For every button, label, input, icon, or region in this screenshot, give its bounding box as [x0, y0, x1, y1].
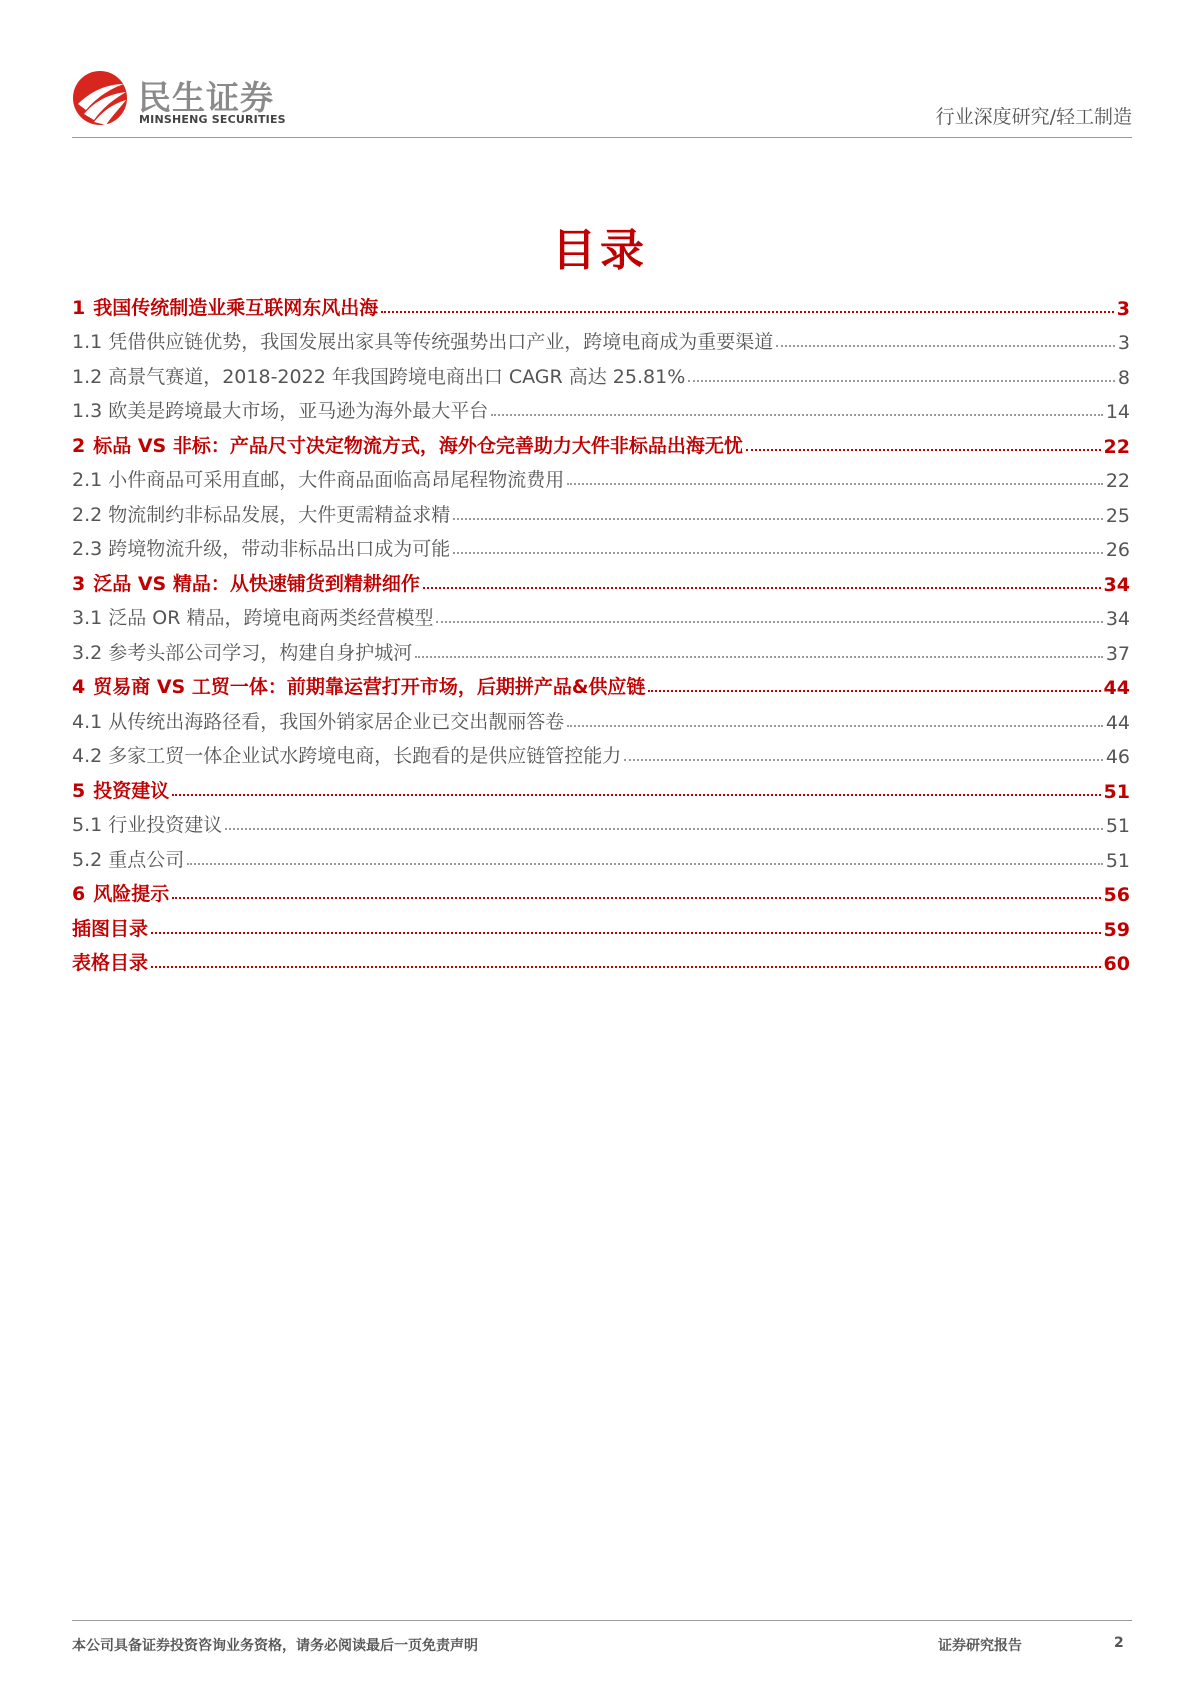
footer-doc-type: 证券研究报告: [938, 1638, 1022, 1654]
toc-entry-text: 多家工贸一体企业试水跨境电商，长跑看的是供应链管控能力: [108, 745, 622, 767]
toc-entry-number: 5.2: [72, 848, 103, 871]
toc-entry-number: 1: [72, 296, 86, 319]
toc-entry-text: 跨境物流升级，带动非标品出口成为可能: [108, 538, 451, 560]
toc-entry-number: 2.2: [72, 503, 103, 526]
toc-entry-label: [72, 638, 415, 665]
toc-entry-label: [72, 707, 567, 734]
toc-entry-number: 3: [72, 572, 86, 595]
toc-dot-leader: [423, 587, 1101, 589]
toc-entry-page: 60: [1103, 953, 1130, 975]
toc-dot-leader: [746, 449, 1101, 451]
toc-subsection-entry[interactable]: [72, 527, 1130, 562]
toc-entry-page: 22: [1105, 470, 1130, 492]
toc-entry-page: 51: [1103, 780, 1130, 803]
toc-entry-text: 参考头部公司学习，构建自身护城河: [108, 641, 413, 664]
minsheng-logo-icon: [72, 70, 128, 126]
toc-section-entry[interactable]: [72, 906, 1130, 941]
toc-dot-leader: [225, 828, 1103, 830]
header-divider: [72, 137, 1132, 138]
toc-entry-label: [72, 500, 453, 527]
toc-section-entry[interactable]: [72, 768, 1130, 803]
toc-dot-leader: [172, 897, 1100, 899]
toc-entry-label: [72, 362, 688, 389]
toc-entry-page: 25: [1105, 504, 1130, 527]
toc-subsection-entry[interactable]: [72, 630, 1130, 665]
toc-entry-number: 4.1: [72, 710, 103, 733]
toc-subsection-entry[interactable]: [72, 699, 1130, 734]
toc-subsection-entry[interactable]: [72, 492, 1130, 527]
logo-english-name: MINSHENG SECURITIES: [139, 113, 286, 126]
toc-dot-leader: [172, 794, 1100, 796]
report-category: 行业深度研究/轻工制造: [935, 106, 1132, 128]
toc-entry-text: 风险提示: [93, 883, 170, 905]
toc-entry-page: 37: [1105, 642, 1130, 665]
toc-entry-number: 1.1: [72, 331, 103, 353]
toc-dot-leader: [187, 863, 1103, 865]
toc-dot-leader: [453, 518, 1103, 520]
toc-entry-number: 4: [72, 676, 86, 698]
toc-entry-label: [72, 776, 172, 803]
toc-title: 目录: [552, 225, 648, 276]
footer-disclaimer: 本公司具备证券投资咨询业务资格，请务必阅读最后一页免责声明: [72, 1638, 478, 1654]
toc-subsection-entry[interactable]: [72, 320, 1130, 355]
toc-dot-leader: [436, 621, 1102, 623]
toc-entry-number: 1.2: [72, 365, 103, 388]
toc-section-entry[interactable]: [72, 872, 1130, 907]
toc-dot-leader: [151, 966, 1101, 968]
toc-entry-label: [72, 327, 776, 354]
toc-dot-leader: [453, 552, 1103, 554]
toc-entry-label: [72, 948, 151, 975]
toc-entry-page: 44: [1103, 677, 1130, 699]
toc-subsection-entry[interactable]: [72, 803, 1130, 838]
toc-entry-number: 4.2: [72, 745, 103, 767]
toc-section-entry[interactable]: [72, 941, 1130, 976]
toc-entry-number: 5: [72, 779, 86, 802]
toc-entry-number: 2.3: [72, 538, 103, 560]
toc-entry-text: 欧美是跨境最大市场，亚马逊为海外最大平台: [108, 400, 489, 422]
toc-dot-leader: [776, 345, 1115, 347]
page-number: 2: [1114, 1635, 1124, 1651]
toc-entry-page: 26: [1105, 539, 1130, 561]
toc-dot-leader: [381, 311, 1114, 313]
toc-entry-number: 2.1: [72, 469, 103, 491]
toc-subsection-entry[interactable]: [72, 734, 1130, 769]
toc-section-entry[interactable]: [72, 423, 1130, 458]
toc-subsection-entry[interactable]: [72, 389, 1130, 424]
toc-entry-label: [72, 465, 567, 492]
toc-entry-page: 51: [1105, 849, 1130, 872]
toc-dot-leader: [688, 380, 1115, 382]
toc-dot-leader: [624, 759, 1103, 761]
toc-entry-page: 59: [1103, 918, 1130, 941]
toc-entry-page: 3: [1116, 297, 1130, 320]
toc-section-entry[interactable]: [72, 285, 1130, 320]
toc-entry-page: 14: [1105, 401, 1130, 423]
toc-entry-number: 5.1: [72, 814, 103, 836]
toc-entry-page: 8: [1117, 366, 1130, 389]
toc-entry-text: 表格目录: [72, 952, 149, 974]
toc-subsection-entry[interactable]: [72, 596, 1130, 631]
toc-entry-text: 我国传统制造业乘互联网东风出海: [93, 296, 379, 319]
footer-divider: [72, 1620, 1132, 1621]
toc-entry-number: 3.2: [72, 641, 103, 664]
toc-entry-text: 高景气赛道，2018-2022 年我国跨境电商出口 CAGR 高达 25.81%: [108, 365, 686, 388]
toc-entry-number: 1.3: [72, 400, 103, 422]
toc-entry-text: 插图目录: [72, 917, 149, 940]
toc-entry-text: 从传统出海路径看，我国外销家居企业已交出靓丽答卷: [108, 710, 565, 733]
toc-dot-leader: [491, 414, 1103, 416]
toc-entry-label: [72, 810, 225, 837]
toc-entry-label: [72, 879, 172, 906]
toc-entry-page: 3: [1117, 332, 1130, 354]
toc-entry-page: 34: [1103, 573, 1130, 596]
toc-dot-leader: [415, 656, 1103, 658]
toc-entry-label: [72, 569, 423, 596]
toc-entry-label: [72, 845, 187, 872]
toc-entry-text: 物流制约非标品发展，大件更需精益求精: [108, 503, 451, 526]
toc-entry-page: 22: [1103, 435, 1130, 458]
toc-section-entry[interactable]: [72, 561, 1130, 596]
page-header: [72, 68, 1132, 138]
toc-subsection-entry[interactable]: [72, 837, 1130, 872]
toc-entry-text: 小件商品可采用直邮，大件商品面临高昂尾程物流费用: [108, 469, 565, 491]
toc-dot-leader: [648, 690, 1100, 692]
toc-entry-text: 标品 VS 非标：产品尺寸决定物流方式，海外仓完善助力大件非标品出海无忧: [93, 434, 743, 457]
toc-entry-number: 2: [72, 434, 86, 457]
toc-entry-page: 34: [1105, 608, 1130, 630]
toc-entry-number: 3.1: [72, 607, 103, 629]
toc-entry-label: [72, 672, 648, 699]
toc-entry-page: 46: [1105, 746, 1130, 768]
table-of-contents: [72, 285, 1130, 975]
toc-dot-leader: [567, 483, 1103, 485]
toc-entry-text: 泛品 VS 精品：从快速铺货到精耕细作: [93, 572, 420, 595]
toc-entry-label: [72, 431, 746, 458]
toc-entry-text: 行业投资建议: [108, 814, 223, 836]
toc-entry-label: [72, 534, 453, 561]
toc-entry-page: 56: [1103, 884, 1130, 906]
toc-entry-page: 44: [1105, 711, 1130, 734]
toc-entry-page: 51: [1105, 815, 1130, 837]
toc-dot-leader: [151, 932, 1101, 934]
toc-subsection-entry[interactable]: [72, 458, 1130, 493]
toc-entry-label: [72, 396, 491, 423]
toc-entry-label: [72, 293, 381, 320]
toc-entry-text: 贸易商 VS 工贸一体：前期靠运营打开市场，后期拼产品&供应链: [93, 676, 646, 698]
toc-entry-label: [72, 914, 151, 941]
toc-subsection-entry[interactable]: [72, 354, 1130, 389]
toc-entry-label: [72, 741, 624, 768]
logo-chinese-name: 民生证券: [138, 78, 274, 117]
toc-section-entry[interactable]: [72, 665, 1130, 700]
company-logo: [72, 68, 332, 130]
toc-entry-text: 重点公司: [108, 848, 185, 871]
toc-dot-leader: [567, 725, 1103, 727]
toc-entry-text: 投资建议: [93, 779, 170, 802]
toc-entry-text: 凭借供应链优势，我国发展出家具等传统强势出口产业，跨境电商成为重要渠道: [108, 331, 774, 353]
toc-entry-text: 泛品 OR 精品，跨境电商两类经营模型: [108, 607, 434, 629]
toc-entry-label: [72, 603, 436, 630]
toc-entry-number: 6: [72, 883, 86, 905]
